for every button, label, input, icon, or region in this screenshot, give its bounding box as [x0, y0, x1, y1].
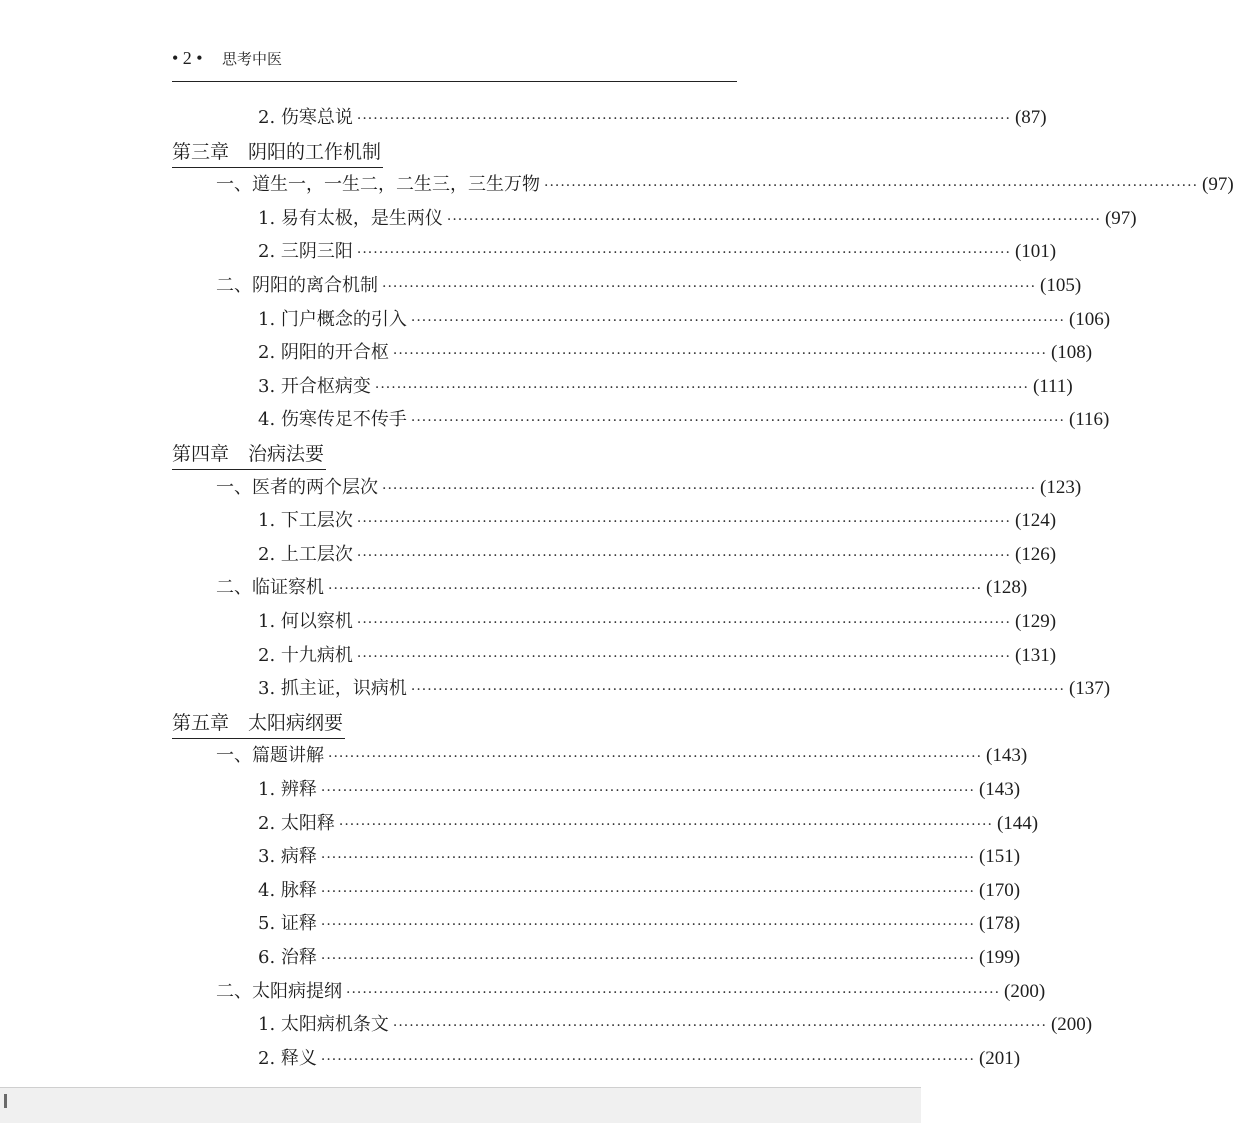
entry-title: 1. 辨释	[258, 779, 317, 800]
entry-title: 2. 伤寒总说	[258, 107, 353, 128]
leader-dots: ························································································································	[356, 615, 1011, 631]
leader-dots: ························································································································	[392, 1018, 1047, 1034]
entry-title: 1. 易有太极，是生两仪	[258, 208, 443, 229]
chapter-heading: 第五章 太阳病纲要	[172, 708, 345, 739]
leader-dots: ························································································································	[356, 548, 1011, 564]
entry-title: 二、临证察机	[216, 577, 324, 598]
leader-dots: ························································································································	[356, 111, 1011, 127]
entry-page-number: (200)	[1050, 1014, 1093, 1035]
leader-dots: ························································································································	[410, 682, 1065, 698]
entry-title: 2. 释义	[258, 1048, 317, 1069]
leader-dots: ························································································································	[346, 985, 1001, 1001]
leader-dots: ························································································································	[410, 313, 1065, 329]
subsection-entry[interactable]	[258, 674, 1111, 704]
subsection-entry[interactable]	[258, 876, 1021, 906]
entry-page-number: (201)	[978, 1048, 1021, 1069]
entry-page-number: (143)	[978, 779, 1021, 800]
subsection-entry[interactable]	[258, 909, 1021, 939]
entry-page-number: (131)	[1014, 645, 1057, 666]
running-header	[172, 48, 737, 69]
leader-dots: ························································································································	[320, 917, 975, 933]
entry-page-number: (111)	[1032, 376, 1073, 397]
entry-page-number: (137)	[1068, 678, 1111, 699]
entry-title: 二、阴阳的离合机制	[216, 275, 378, 296]
subsection-entry[interactable]	[258, 607, 1057, 637]
entry-title: 一、篇题讲解	[216, 745, 324, 766]
subsection-entry[interactable]	[258, 405, 1110, 435]
subsection-entry[interactable]	[258, 1010, 1093, 1040]
entry-page-number: (116)	[1068, 409, 1110, 430]
section-entry[interactable]	[216, 271, 1082, 301]
leader-dots: ························································································································	[320, 850, 975, 866]
entry-page-number: (200)	[1004, 981, 1046, 1002]
subsection-entry[interactable]	[258, 237, 1057, 267]
subsection-entry[interactable]	[258, 842, 1021, 872]
entry-page-number: (126)	[1014, 544, 1057, 565]
viewer-scrollbar[interactable]	[0, 1087, 921, 1123]
leader-dots: ························································································································	[410, 413, 1065, 429]
subsection-entry[interactable]	[258, 1044, 1021, 1074]
section-entry[interactable]	[216, 573, 1028, 603]
entry-title: 1. 太阳病机条文	[258, 1014, 389, 1035]
entry-page-number: (108)	[1050, 342, 1093, 363]
leader-dots: ························································································································	[320, 1052, 975, 1068]
entry-title: 2. 上工层次	[258, 544, 353, 565]
entry-title: 3. 病释	[258, 846, 317, 867]
entry-title: 一、医者的两个层次	[216, 477, 378, 498]
entry-title: 6. 治释	[258, 947, 317, 968]
chapter-heading: 第四章 治病法要	[172, 439, 326, 470]
header-rule	[172, 81, 737, 82]
entry-title: 3. 开合枢病变	[258, 376, 371, 397]
entry-page-number: (124)	[1014, 510, 1057, 531]
page-number: • 2 •	[172, 48, 203, 68]
subsection-entry[interactable]	[258, 540, 1057, 570]
entry-page-number: (178)	[978, 913, 1021, 934]
entry-page-number: (101)	[1014, 241, 1057, 262]
entry-title: 5. 证释	[258, 913, 317, 934]
subsection-entry[interactable]	[258, 641, 1057, 671]
entry-title: 2. 阴阳的开合枢	[258, 342, 389, 363]
entry-page-number: (87)	[1014, 107, 1047, 128]
entry-page-number: (144)	[996, 813, 1039, 834]
leader-dots: ························································································································	[392, 346, 1047, 362]
leader-dots: ························································································································	[382, 481, 1037, 497]
entry-page-number: (199)	[978, 947, 1021, 968]
entry-page-number: (105)	[1040, 275, 1082, 296]
subsection-entry[interactable]	[258, 506, 1057, 536]
leader-dots: ························································································································	[320, 884, 975, 900]
entry-page-number: (143)	[986, 745, 1028, 766]
scroll-grip-icon[interactable]	[4, 1094, 7, 1108]
leader-dots: ························································································································	[356, 514, 1011, 530]
entry-page-number: (123)	[1040, 477, 1082, 498]
section-entry[interactable]	[216, 170, 1234, 200]
subsection-entry[interactable]	[258, 338, 1093, 368]
entry-title: 3. 抓主证，识病机	[258, 678, 407, 699]
leader-dots: ························································································································	[328, 581, 983, 597]
entry-title: 2. 三阴三阳	[258, 241, 353, 262]
entry-page-number: (128)	[986, 577, 1028, 598]
entry-title: 1. 何以察机	[258, 611, 353, 632]
leader-dots: ························································································································	[544, 178, 1199, 194]
entry-title: 二、太阳病提纲	[216, 981, 342, 1002]
entry-page-number: (106)	[1068, 309, 1111, 330]
entry-title: 一、道生一，一生二，二生三，三生万物	[216, 174, 540, 195]
subsection-entry[interactable]	[258, 204, 1137, 234]
subsection-entry[interactable]	[258, 943, 1021, 973]
subsection-entry[interactable]	[258, 103, 1047, 133]
leader-dots: ························································································································	[320, 783, 975, 799]
leader-dots: ························································································································	[328, 749, 983, 765]
entry-page-number: (170)	[978, 880, 1021, 901]
entry-page-number: (97)	[1202, 174, 1234, 195]
entry-page-number: (129)	[1014, 611, 1057, 632]
entry-title: 4. 伤寒传足不传手	[258, 409, 407, 430]
leader-dots: ························································································································	[356, 245, 1011, 261]
entry-title: 2. 太阳释	[258, 813, 335, 834]
subsection-entry[interactable]	[258, 775, 1021, 805]
entry-title: 1. 门户概念的引入	[258, 309, 407, 330]
entry-title: 2. 十九病机	[258, 645, 353, 666]
subsection-entry[interactable]	[258, 305, 1111, 335]
leader-dots: ························································································································	[374, 380, 1029, 396]
book-title: 思考中医	[222, 50, 283, 68]
chapter-heading: 第三章 阴阳的工作机制	[172, 137, 383, 168]
entry-title: 4. 脉释	[258, 880, 317, 901]
section-entry[interactable]	[216, 977, 1046, 1007]
leader-dots: ························································································································	[446, 212, 1101, 228]
entry-title: 1. 下工层次	[258, 510, 353, 531]
section-entry[interactable]	[216, 741, 1028, 771]
subsection-entry[interactable]	[258, 372, 1073, 402]
leader-dots: ························································································································	[382, 279, 1037, 295]
leader-dots: ························································································································	[338, 817, 993, 833]
leader-dots: ························································································································	[356, 649, 1011, 665]
entry-page-number: (97)	[1104, 208, 1137, 229]
subsection-entry[interactable]	[258, 809, 1039, 839]
section-entry[interactable]	[216, 473, 1082, 503]
leader-dots: ························································································································	[320, 951, 975, 967]
entry-page-number: (151)	[978, 846, 1021, 867]
